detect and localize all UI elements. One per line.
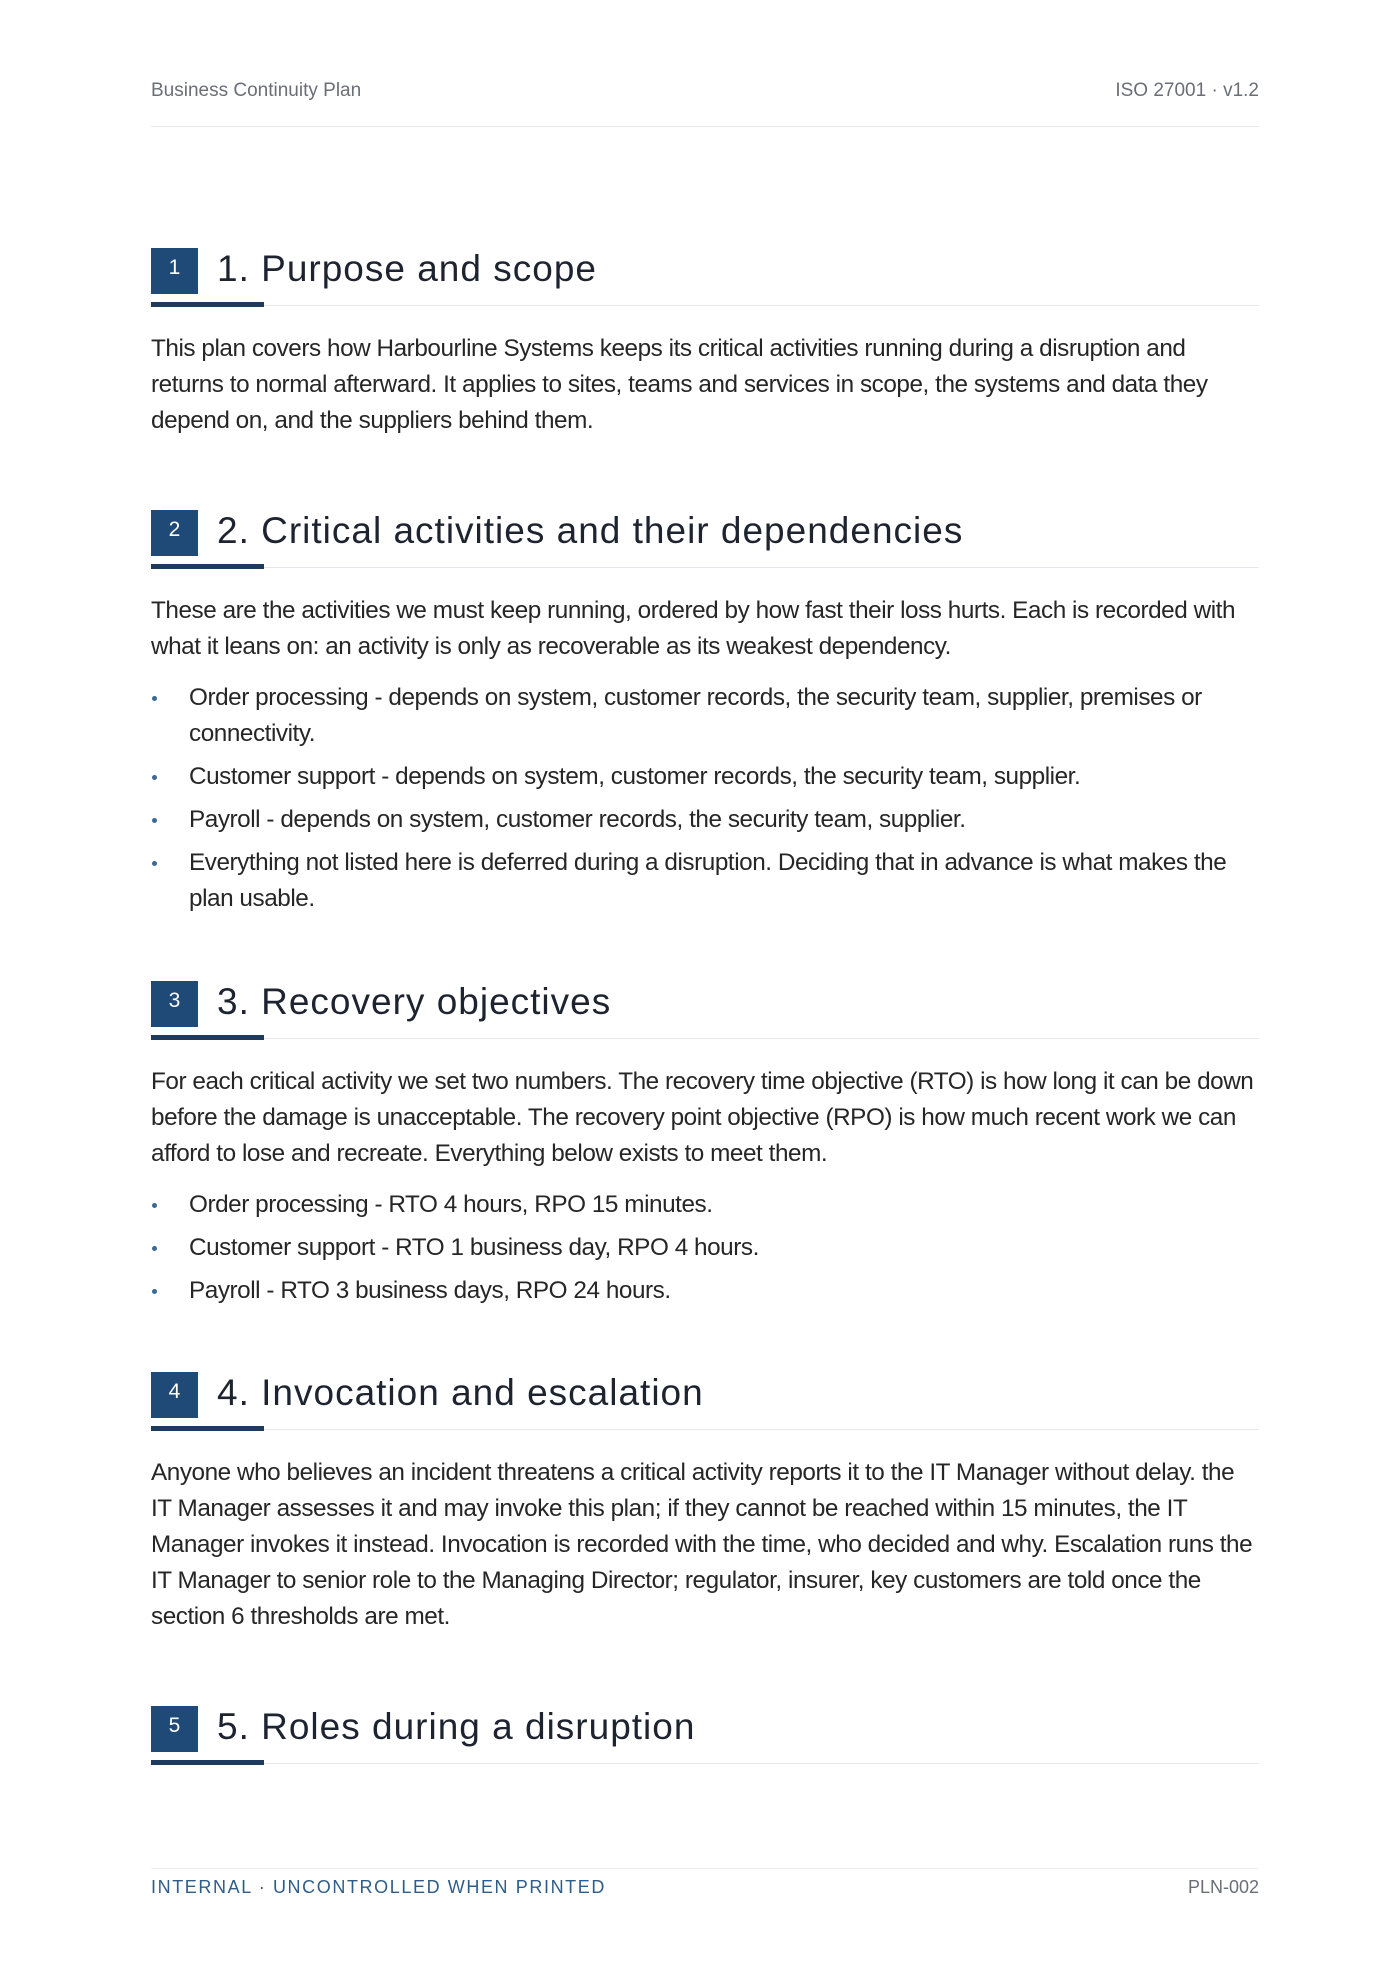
section-heading <box>151 501 1259 568</box>
section-number-badge: 5 <box>151 1706 198 1752</box>
running-header <box>151 78 1259 127</box>
section-number-badge: 4 <box>151 1372 198 1418</box>
list-item <box>151 1273 1259 1309</box>
list-item <box>151 680 1259 752</box>
bullet-icon <box>152 775 157 780</box>
section-heading <box>151 1363 1259 1430</box>
list-item <box>151 1230 1259 1266</box>
objectives-list <box>151 1187 1259 1309</box>
section-number-badge: 2 <box>151 510 198 556</box>
document-title: Business Continuity Plan <box>151 80 362 101</box>
list-item-text: Payroll - RTO 3 business days, RPO 24 hours. <box>189 1277 671 1304</box>
bullet-icon <box>152 1246 157 1251</box>
document-page <box>151 0 1259 1979</box>
document-standard-version: ISO 27001 · v1.2 <box>1115 80 1259 101</box>
list-item <box>151 802 1259 838</box>
footer-divider <box>151 1868 1259 1869</box>
list-item-text: Payroll - depends on system, customer records, the security team, supplier. <box>189 806 966 833</box>
section-heading <box>151 972 1259 1039</box>
list-item-text: Customer support - RTO 1 business day, RPO 4 hours. <box>189 1234 759 1261</box>
section-title: 4. Invocation and escalation <box>217 1372 704 1413</box>
section-accent-rule <box>151 564 264 569</box>
section-number-badge: 1 <box>151 248 198 294</box>
section-body <box>151 1455 1259 1635</box>
dependency-list <box>151 680 1259 917</box>
section-purpose-and-scope <box>151 239 1259 439</box>
section-body <box>151 593 1259 917</box>
section-heading <box>151 1697 1259 1764</box>
section-title: 2. Critical activities and their dependencies <box>217 510 964 551</box>
section-paragraph: Anyone who believes an incident threatens a critical activity reports it to the IT Manager without delay. the IT Manager assesses it and may invoke this plan; if they cannot be reached within 15 minutes, the IT Manager invokes it instead. Invocation is recorded with the time, who decided and why. Escalation runs the IT Manager to senior role to the Managing Director; regulator, insurer, key customers are told once the section 6 thresholds are met. <box>151 1459 1253 1630</box>
bullet-icon <box>152 1203 157 1208</box>
list-item <box>151 759 1259 795</box>
section-recovery-objectives <box>151 972 1259 1316</box>
section-critical-activities <box>151 501 1259 924</box>
section-heading <box>151 239 1259 306</box>
section-accent-rule <box>151 1760 264 1765</box>
bullet-icon <box>152 861 157 866</box>
footer-classification: INTERNAL · UNCONTROLLED WHEN PRINTED <box>151 1877 606 1897</box>
list-item <box>151 845 1259 917</box>
section-number-badge: 3 <box>151 981 198 1027</box>
section-paragraph: For each critical activity we set two numbers. The recovery time objective (RTO) is how long it can be down before the damage is unacceptable. The recovery point objective (RPO) is how much recent work we can afford to lose and recreate. Everything below exists to meet them. <box>151 1068 1254 1167</box>
list-item-text: Order processing - RTO 4 hours, RPO 15 minutes. <box>189 1191 713 1218</box>
section-title: 5. Roles during a disruption <box>217 1706 696 1747</box>
bullet-icon <box>152 818 157 823</box>
section-roles-during-disruption <box>151 1697 1259 1764</box>
section-title: 3. Recovery objectives <box>217 981 612 1022</box>
list-item-text: Everything not listed here is deferred during a disruption. Deciding that in advance is what makes the plan usable. <box>189 849 1227 912</box>
list-item <box>151 1187 1259 1223</box>
list-item-text: Customer support - depends on system, customer records, the security team, supplier. <box>189 763 1081 790</box>
bullet-icon <box>152 1289 157 1294</box>
section-accent-rule <box>151 1035 264 1040</box>
section-paragraph: This plan covers how Harbourline Systems keeps its critical activities running during a disruption and returns to normal afterward. It applies to sites, teams and services in scope, the systems and data they depend on, and the suppliers behind them. <box>151 335 1208 434</box>
section-accent-rule <box>151 302 264 307</box>
section-body <box>151 331 1259 439</box>
section-accent-rule <box>151 1426 264 1431</box>
footer-document-id: PLN-002 <box>1187 1877 1259 1897</box>
bullet-icon <box>152 696 157 701</box>
list-item-text: Order processing - depends on system, customer records, the security team, supplier, premises or connectivity. <box>189 684 1202 747</box>
section-body <box>151 1064 1259 1309</box>
section-paragraph: These are the activities we must keep running, ordered by how fast their loss hurts. Each is recorded with what it leans on: an activity is only as recoverable as its weakest dependency. <box>151 597 1236 660</box>
section-title: 1. Purpose and scope <box>217 248 597 289</box>
section-invocation-and-escalation <box>151 1363 1259 1635</box>
